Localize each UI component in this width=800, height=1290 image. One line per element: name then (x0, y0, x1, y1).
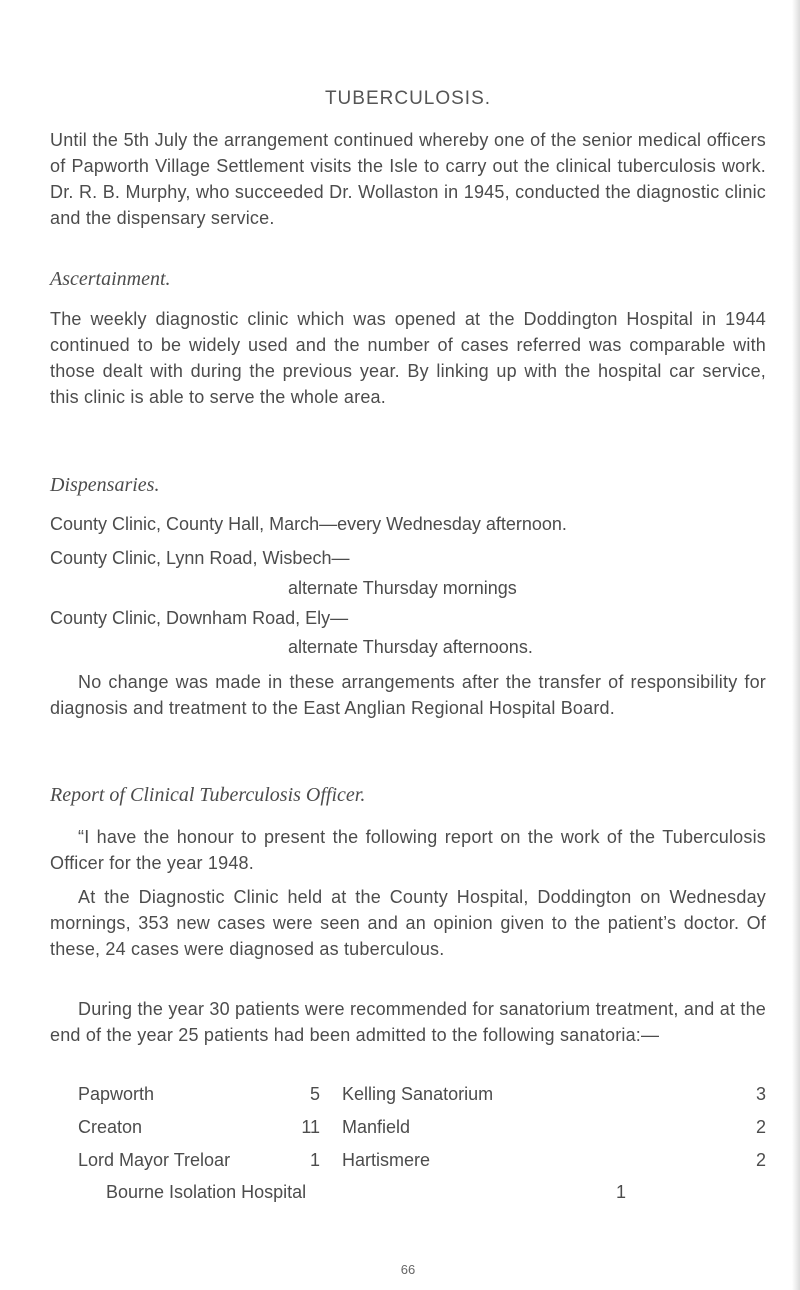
sanatorium-count: 11 (301, 1117, 320, 1137)
page-number: 66 (400, 1262, 416, 1277)
ascertainment-block (50, 306, 766, 410)
sanatorium-count: 1 (615, 1182, 626, 1202)
sanatorium-name: Hartismere (342, 1150, 431, 1170)
sanatorium-count: 1 (309, 1150, 320, 1170)
intro-paragraph-block (50, 127, 766, 231)
sanatorium-name: Papworth (78, 1084, 155, 1104)
sanatorium-name: Kelling Sanatorium (342, 1084, 494, 1104)
ascertainment-heading: Ascertainment. (50, 268, 171, 290)
dispensary-line-wisbech: County Clinic, Lynn Road, Wisbech— (50, 548, 350, 568)
dispensary-line-wisbech-times: alternate Thursday mornings (288, 578, 517, 598)
sanatorium-name: Lord Mayor Treloar (78, 1150, 231, 1170)
sanatorium-count: 3 (755, 1084, 766, 1104)
dispensary-line-ely-times: alternate Thursday afternoons. (288, 637, 533, 657)
dispensary-line-ely: County Clinic, Downham Road, Ely— (50, 608, 349, 628)
report-paragraph-2: At the Diagnostic Clinic held at the County Hospital, Doddington on Wednesday mornings, 353 new cases were seen and an opinion given to the patient’s doctor. Of these, 24 cases were diagnosed as tuberculous. (50, 887, 766, 959)
sanatorium-name: Creaton (78, 1117, 143, 1137)
sanatorium-name: Bourne Isolation Hospital (106, 1182, 307, 1202)
ascertainment-paragraph: The weekly diagnostic clinic which was opened at the Doddington Hospital in 1944 continued to be widely used and the number of cases referred was comparable with those dealt with during the previous year. By linking up with the hospital car service, this clinic is able to serve the whole area. (50, 309, 766, 407)
report-para3-block (50, 996, 766, 1048)
page-edge-shadow (792, 0, 800, 1290)
page-heading: TUBERCULOSIS. (324, 88, 492, 109)
dispensaries-paragraph: No change was made in these arrangements after the transfer of responsibility for diagnosis and treatment to the East Anglian Regional Hospital Board. (50, 672, 766, 718)
intro-paragraph: Until the 5th July the arrangement continued whereby one of the senior medical officers of Papworth Village Settlement visits the Isle to carry out the clinical tuberculosis work. Dr. R. B. Murphy, who succeeded Dr. Wollaston in 1945, conducted the diagnostic clinic and the dispensary service. (50, 130, 766, 228)
sanatorium-name: Manfield (342, 1117, 411, 1137)
dispensaries-heading: Dispensaries. (50, 474, 160, 496)
sanatorium-count: 5 (309, 1084, 320, 1104)
dispensary-line-march: County Clinic, County Hall, March—every Wednesday afternoon. (50, 514, 567, 534)
sanatorium-count: 2 (755, 1117, 766, 1137)
report-paragraph-1: “I have the honour to present the following report on the work of the Tuberculosis Officer for the year 1948. (50, 827, 766, 873)
sanatorium-count: 2 (755, 1150, 766, 1170)
report-para1-block (50, 824, 766, 876)
report-paragraph-3: During the year 30 patients were recommended for sanatorium treatment, and at the end of the year 25 patients had been admitted to the following sanatoria:— (50, 999, 766, 1045)
report-para2-block (50, 884, 766, 962)
dispensaries-paragraph-block (50, 669, 766, 721)
report-heading: Report of Clinical Tuberculosis Officer. (50, 784, 366, 806)
